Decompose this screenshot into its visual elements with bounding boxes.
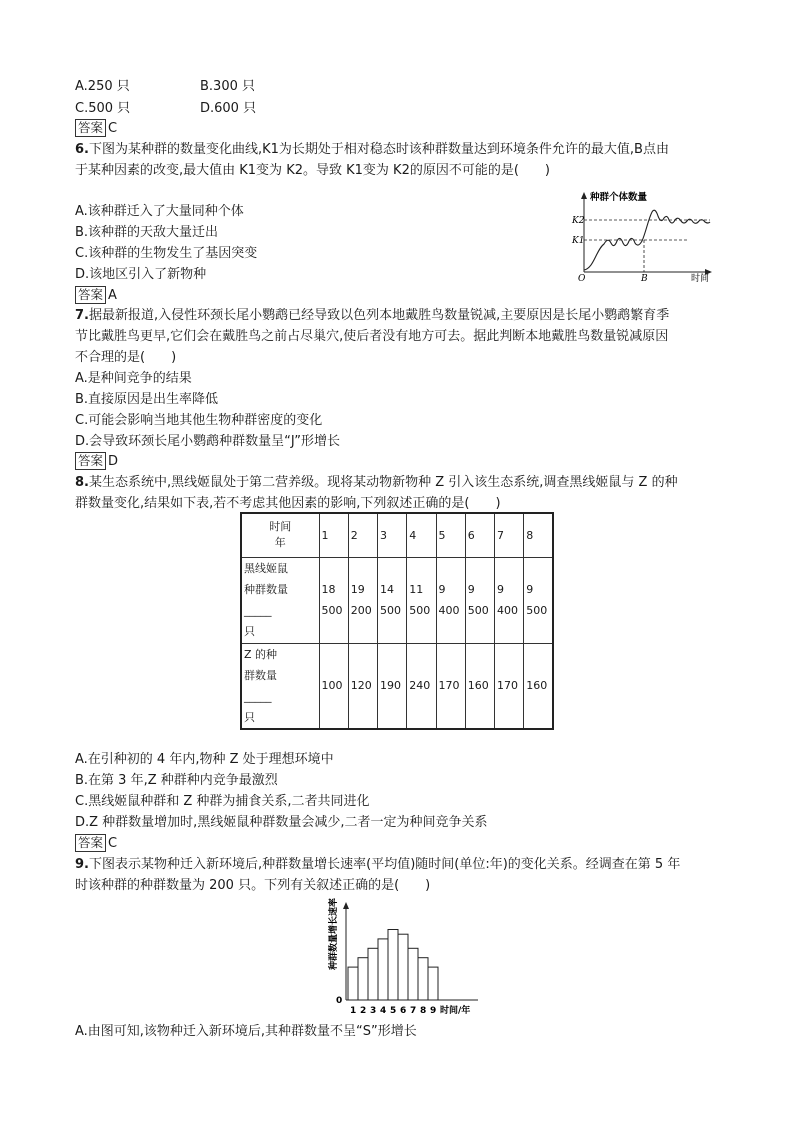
table-cell: 240 (407, 643, 436, 729)
q8-stem-line1: 8.某生态系统中,黑线姬鼠处于第二营养级。现将某动物新物种 Z 引入该生态系统,调查黑线姬鼠与 Z 的种 (75, 475, 678, 490)
year-header: 1 (319, 513, 348, 557)
table-cell: 18 500 (319, 557, 348, 643)
q6-answer-line (75, 286, 117, 304)
q6-number: 6. (75, 142, 89, 157)
bar-year-3 (368, 948, 378, 1000)
origin-label: O (578, 274, 586, 284)
table-cell: 190 (378, 643, 407, 729)
chart-xlabel: 时间/年 (440, 1006, 471, 1016)
q6-option-b: B.该种群的天敌大量迁出 (75, 225, 219, 240)
year-header: 5 (436, 513, 465, 557)
table-cell: 9 500 (465, 557, 494, 643)
x-tick-label: 5 (390, 1006, 397, 1016)
bar-year-9 (428, 967, 438, 1000)
x-tick-label: 4 (380, 1006, 387, 1016)
q8-option-a: A.在引种初的 4 年内,物种 Z 处于理想环境中 (75, 752, 334, 767)
q7-stem-line3: 不合理的是( ) (75, 350, 177, 365)
bar-year-4 (378, 939, 388, 1000)
row-label-mouse: 黑线姬鼠 种群数量 _____ 只 (241, 557, 319, 643)
y-axis-arrow-icon (343, 902, 349, 909)
table-row-mouse (241, 557, 553, 643)
year-header: 6 (465, 513, 494, 557)
table-corner-cell: 时间 年 (241, 513, 319, 557)
q6-option-c: C.该种群的生物发生了基因突变 (75, 246, 258, 261)
table-cell: 19 200 (348, 557, 377, 643)
bar-year-8 (418, 958, 428, 1000)
table-cell: 170 (436, 643, 465, 729)
year-header: 7 (495, 513, 524, 557)
q7-stem-line2: 节比戴胜鸟更早,它们会在戴胜鸟之前占尽巢穴,使后者没有地方可去。据此判断本地戴胜鸟数量锐减原因 (75, 329, 669, 344)
q8-answer-line (75, 834, 117, 852)
q7-answer-line (75, 452, 118, 470)
table-cell: 11 500 (407, 557, 436, 643)
q9-stem-line2: 时该种群的种群数量为 200 只。下列有关叙述正确的是( ) (75, 878, 431, 893)
chart-origin-label: 0 (336, 996, 343, 1006)
bar-year-7 (408, 948, 418, 1000)
q5-answer-line (75, 119, 117, 137)
answer-label: 答案 (75, 119, 106, 137)
x-tick-label: 1 (350, 1006, 357, 1016)
year-header: 4 (407, 513, 436, 557)
q6-stem-line1: 6.下图为某种群的数量变化曲线,K1为长期处于相对稳态时该种群数量达到环境条件允许的最大值,B点由 (75, 142, 669, 157)
x-tick-label: 2 (360, 1006, 367, 1016)
x-tick-label: 3 (370, 1006, 377, 1016)
q5-answer: C (108, 121, 118, 136)
q9-option-a: A.由图可知,该物种迁入新环境后,其种群数量不呈“S”形增长 (75, 1024, 417, 1039)
x-tick-label: 7 (410, 1006, 417, 1016)
answer-label: 答案 (75, 452, 106, 470)
figure-xlabel: 时间 (691, 274, 710, 284)
q9-stem-line1: 9.下图表示某物种迁入新环境后,种群数量增长速率(平均值)随时间(单位:年)的变化关系。经调查在第 5 年 (75, 857, 681, 872)
table-cell: 9 400 (495, 557, 524, 643)
y-axis-arrow-icon (581, 192, 587, 199)
answer-label: 答案 (75, 834, 106, 852)
bar-year-6 (398, 934, 408, 1000)
x-tick-label: 8 (420, 1006, 427, 1016)
q6-option-d: D.该地区引入了新物种 (75, 267, 207, 282)
figure-ylabel: 种群个体数量 (590, 192, 648, 203)
bar-year-1 (348, 967, 358, 1000)
q8-stem-line2: 群数量变化,结果如下表,若不考虑其他因素的影响,下列叙述正确的是( ) (75, 496, 501, 511)
table-cell: 170 (495, 643, 524, 729)
q5-option-b: B.300 只 (200, 79, 255, 94)
year-header: 2 (348, 513, 377, 557)
answer-label: 答案 (75, 286, 106, 304)
table-cell: 160 (465, 643, 494, 729)
x-tick-label: 6 (400, 1006, 407, 1016)
q9-growth-rate-chart (320, 896, 480, 1018)
q7-answer: D (108, 454, 119, 469)
q7-number: 7. (75, 308, 89, 323)
q8-number: 8. (75, 475, 89, 490)
q8-option-d: D.Z 种群数量增加时,黑线姬鼠种群数量会减少,二者一定为种间竞争关系 (75, 815, 488, 830)
table-cell: 160 (524, 643, 553, 729)
bar-year-5 (388, 930, 398, 1001)
x-tick-label: 9 (430, 1006, 437, 1016)
q7-option-b: B.直接原因是出生率降低 (75, 392, 219, 407)
table-header-row (241, 513, 553, 557)
q5-option-d: D.600 只 (200, 101, 257, 116)
q6-answer: A (108, 288, 117, 303)
q8-option-c: C.黑线姬鼠种群和 Z 种群为捕食关系,二者共同进化 (75, 794, 370, 809)
q9-number: 9. (75, 857, 89, 872)
table-row-z (241, 643, 553, 729)
q6-stem-line2: 于某种因素的改变,最大值由 K1变为 K2。导致 K1变为 K2的原因不可能的是( ) (75, 163, 550, 178)
table-cell: 9 400 (436, 557, 465, 643)
b-label: B (641, 274, 648, 284)
table-cell: 100 (319, 643, 348, 729)
table-cell: 9 500 (524, 557, 553, 643)
table-cell: 14 500 (378, 557, 407, 643)
bar-year-2 (358, 958, 368, 1000)
q7-stem-line1: 7.据最新报道,入侵性环颈长尾小鹦鹉已经导致以色列本地戴胜鸟数量锐减,主要原因是长尾小鹦鹉繁育季 (75, 308, 670, 323)
k2-label: K2 (572, 216, 585, 226)
q6-population-curve-figure (568, 188, 718, 284)
population-table (240, 512, 554, 730)
q7-option-c: C.可能会影响当地其他生物种群密度的变化 (75, 413, 323, 428)
row-label-z: Z 的种 群数量 _____ 只 (241, 643, 319, 729)
q6-option-a: A.该种群迁入了大量同种个体 (75, 204, 244, 219)
q7-option-a: A.是种间竞争的结果 (75, 371, 192, 386)
chart-ylabel: 种群数量增长速率 (329, 897, 339, 970)
q8-answer: C (108, 836, 118, 851)
k1-label: K1 (572, 236, 585, 246)
q5-option-c: C.500 只 (75, 101, 131, 116)
q8-option-b: B.在第 3 年,Z 种群种内竞争最激烈 (75, 773, 278, 788)
q5-option-a: A.250 只 (75, 79, 130, 94)
q7-option-d: D.会导致环颈长尾小鹦鹉种群数量呈“J”形增长 (75, 434, 341, 449)
table-cell: 120 (348, 643, 377, 729)
year-header: 3 (378, 513, 407, 557)
year-header: 8 (524, 513, 553, 557)
